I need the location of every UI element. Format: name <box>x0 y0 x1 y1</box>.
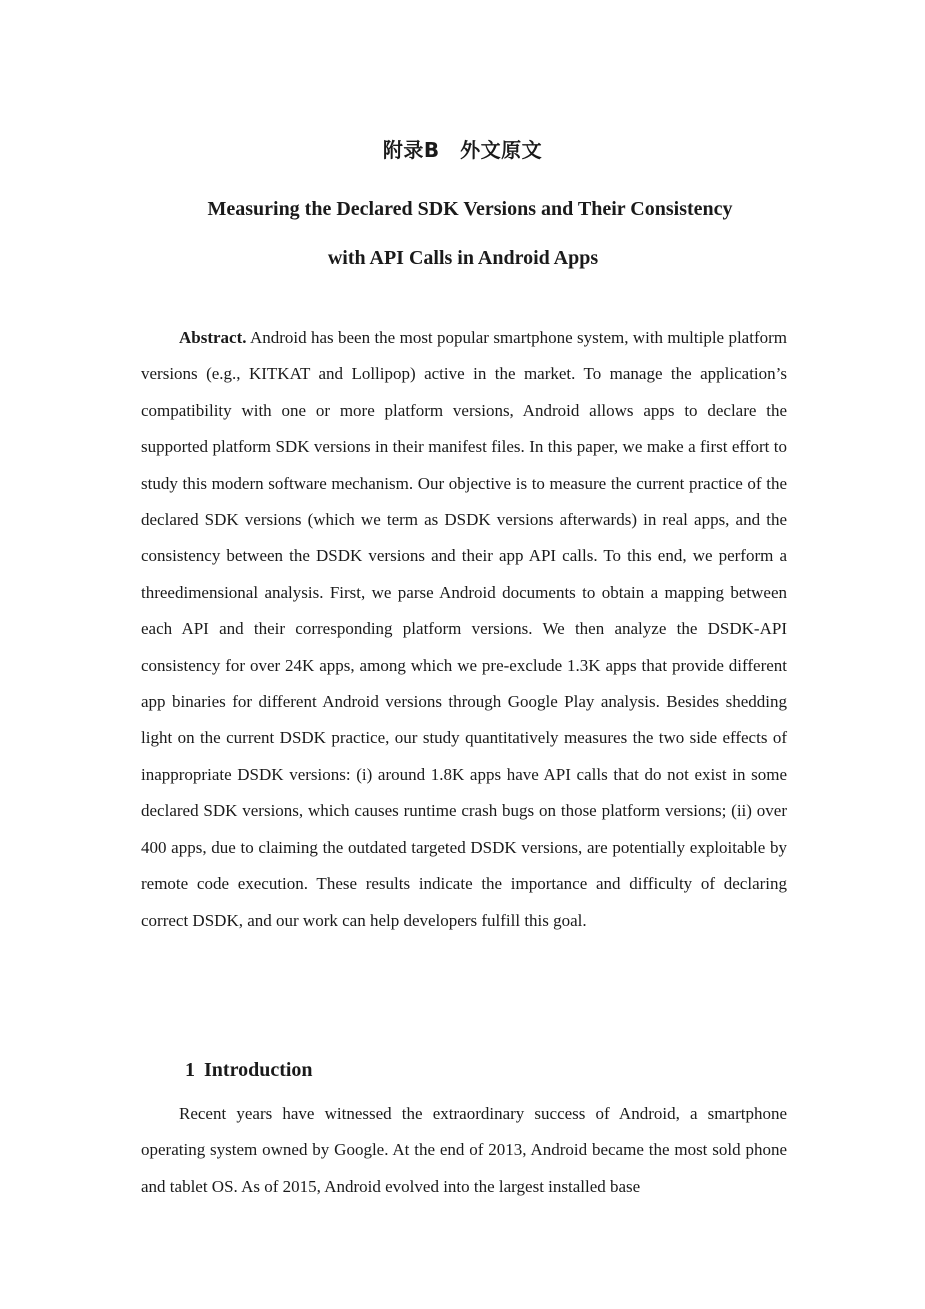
abstract-paragraph <box>141 320 787 939</box>
section-heading-introduction <box>185 1059 313 1082</box>
introduction-paragraph: Recent years have witnessed the extraordinary success of Android, a smartphone operating system owned by Google. At the end of 2013, Android became the most sold phone and tablet OS. As of 2015, Android evolved into the largest installed base <box>141 1104 787 1196</box>
section-title: Introduction <box>204 1059 313 1081</box>
abstract-body: Android has been the most popular smartphone system, with multiple platform versions (e.g., KITKAT and Lollipop) active in the market. To manage the application’s compatibility with one or more platform versions, Android allows apps to declare the supported platform SDK versions in their manifest files. In this paper, we make a first effort to study this modern software mechanism. Our objective is to measure the current practice of the declared SDK versions (which we term as DSDK versions afterwards) in real apps, and the consistency between the DSDK versions and their app API calls. To this end, we perform a threedimensional analysis. First, we parse Android documents to obtain a mapping between each API and their corresponding platform versions. We then analyze the DSDK-API consistency for over 24K apps, among which we pre-exclude 1.3K apps that provide different app binaries for different Android versions through Google Play analysis. Besides shedding light on the current DSDK practice, our study quantitatively measures the two side effects of inappropriate DSDK versions: (i) around 1.8K apps have API calls that do not exist in some declared SDK versions, which causes runtime crash bugs on those platform versions; (ii) over 400 apps, due to claiming the outdated targeted DSDK versions, are potentially exploitable by remote code execution. These results indicate the importance and difficulty of declaring correct DSDK, and our work can help developers fulfill this goal. <box>141 328 787 930</box>
section-number: 1 <box>185 1059 195 1081</box>
paper-title-line-1: Measuring the Declared SDK Versions and Their Consistency <box>207 198 733 220</box>
appendix-heading: 附录B 外文原文 <box>382 138 543 162</box>
abstract-label: Abstract. <box>179 328 247 347</box>
paper-title-line-2: with API Calls in Android Apps <box>327 247 599 269</box>
